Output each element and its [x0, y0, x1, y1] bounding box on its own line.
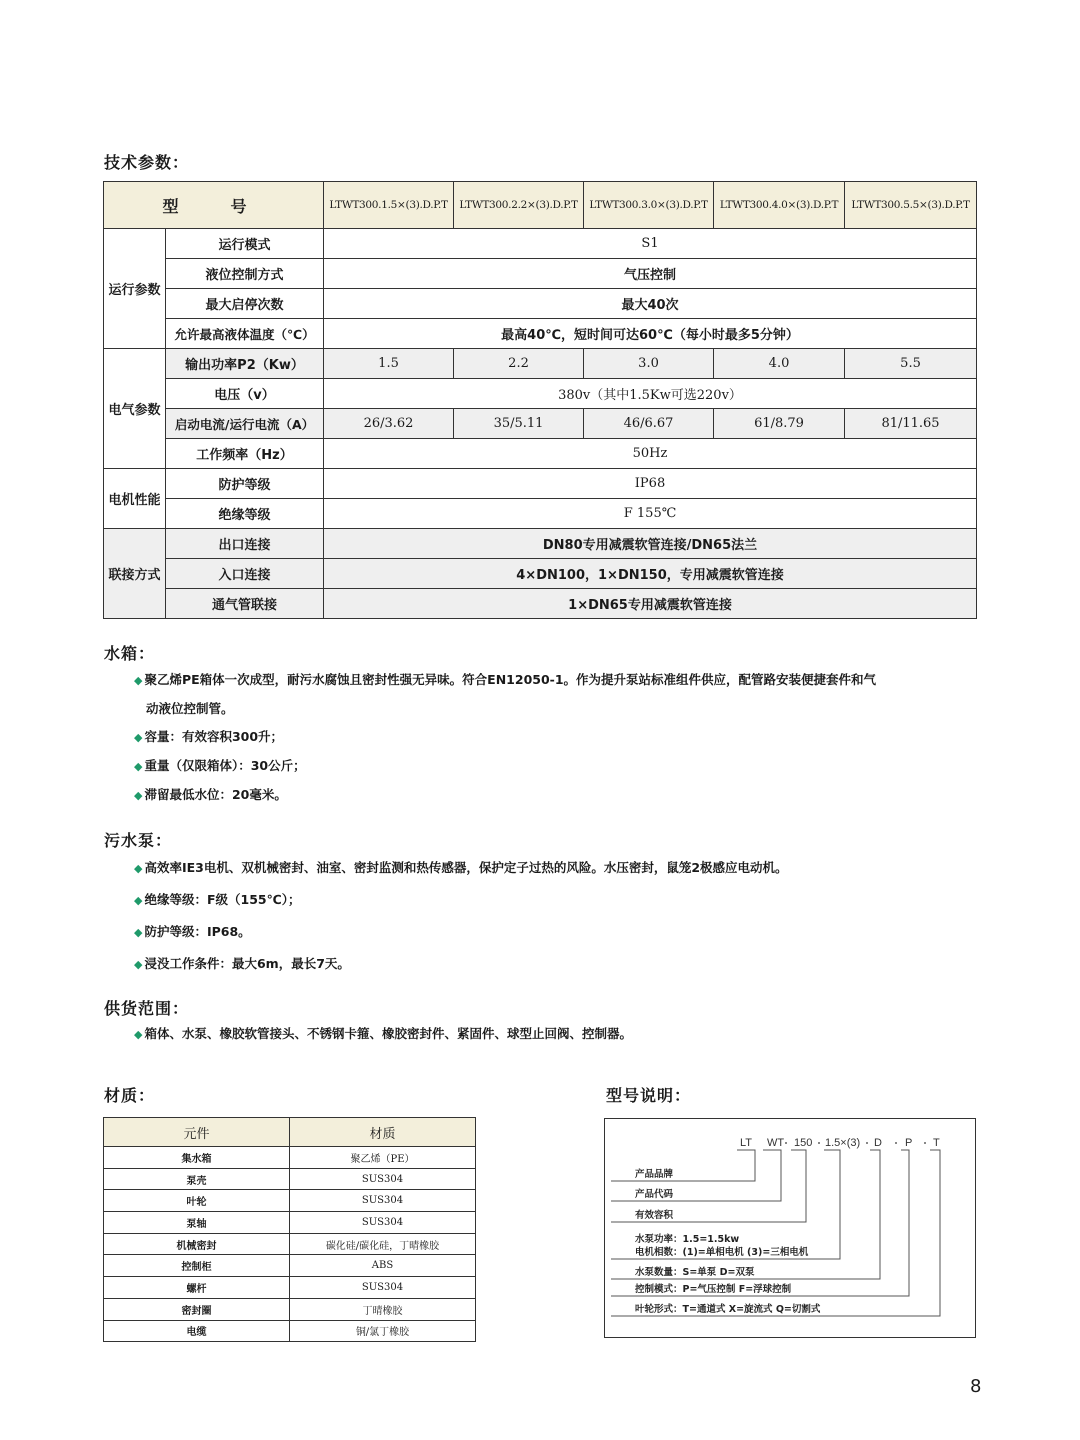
group-elec-params: 电气参数 [104, 349, 166, 469]
row-value: 最大40次 [324, 289, 977, 319]
diamond-bullet-icon: ◆ [134, 926, 143, 939]
row-value: 4.0 [714, 349, 845, 379]
table-row [104, 1168, 476, 1190]
row-value: 1×DN65专用减震软管连接 [324, 589, 977, 619]
row-value: 50Hz [324, 439, 977, 469]
table-row [104, 469, 977, 499]
row-label: 电压（v） [166, 379, 324, 409]
model-name: LTWT300.1.5×(3).D.P.T [324, 182, 454, 229]
spec-table [103, 181, 977, 619]
component-cell: 叶轮 [104, 1190, 290, 1212]
materials-header-row [104, 1118, 476, 1147]
tank-bullets [134, 666, 984, 810]
table-row [104, 1320, 476, 1342]
table-row [104, 529, 977, 559]
table-row [104, 1277, 476, 1299]
model-code-diagram [604, 1118, 976, 1338]
code-part: 150 [794, 1137, 813, 1149]
component-cell: 集水箱 [104, 1147, 290, 1169]
code-label: 电机相数：(1)=单相电机 (3)=三相电机 [635, 1247, 809, 1258]
list-item: ◆ 重量（仅限箱体）：30公斤； [134, 758, 306, 773]
row-value: 380v（其中1.5Kw可选220v） [324, 379, 977, 409]
code-label: 产品代码 [635, 1189, 674, 1200]
component-cell: 控制柜 [104, 1255, 290, 1277]
list-item: ◆ 聚乙烯PE箱体一次成型，耐污水腐蚀且密封性强无异味。符合EN12050-1。作为提升泵站标准组件供应，配管路安装便捷套件和气 [134, 672, 877, 687]
code-part: LT [740, 1137, 753, 1149]
row-label: 运行模式 [166, 229, 324, 259]
diamond-bullet-icon: ◆ [134, 894, 143, 907]
component-cell: 电缆 [104, 1320, 290, 1342]
list-item: ◆ 浸没工作条件：最大6m，最长7天。 [134, 956, 350, 971]
component-cell: 机械密封 [104, 1233, 290, 1255]
row-value: 46/6.67 [584, 409, 714, 439]
model-name: LTWT300.4.0×(3).D.P.T [714, 182, 845, 229]
row-value: F 155℃ [324, 499, 977, 529]
code-label: 叶轮形式：T=通道式 X=旋流式 Q=切割式 [635, 1304, 821, 1315]
row-value: DN80专用减震软管连接/DN65法兰 [324, 529, 977, 559]
table-row [104, 1233, 476, 1255]
table-row [104, 319, 977, 349]
table-row [104, 1190, 476, 1212]
material-cell: SUS304 [290, 1190, 476, 1212]
row-label: 通气管联接 [166, 589, 324, 619]
row-value: 81/11.65 [845, 409, 977, 439]
diamond-bullet-icon: ◆ [134, 731, 143, 744]
row-label: 允许最高液体温度（℃） [166, 319, 324, 349]
material-cell: 丁晴橡胶 [290, 1298, 476, 1320]
row-value: S1 [324, 229, 977, 259]
model-name: LTWT300.2.2×(3).D.P.T [454, 182, 584, 229]
row-label: 工作频率（Hz） [166, 439, 324, 469]
group-motor-perf: 电机性能 [104, 469, 166, 529]
group-connection: 联接方式 [104, 529, 166, 619]
code-part: WT [767, 1137, 785, 1149]
supply-title: 供货范围： [104, 999, 190, 1018]
group-run-params: 运行参数 [104, 229, 166, 349]
header-cell: 材质 [290, 1118, 476, 1147]
header-cell: 元件 [104, 1118, 290, 1147]
code-part: P [905, 1137, 913, 1149]
row-value: 2.2 [454, 349, 584, 379]
table-row [104, 559, 977, 589]
row-value: 61/8.79 [714, 409, 845, 439]
material-cell: ABS [290, 1255, 476, 1277]
list-item: ◆ 滞留最低水位：20毫米。 [134, 787, 287, 802]
model-name: LTWT300.3.0×(3).D.P.T [584, 182, 714, 229]
model-label: 型 号 [104, 182, 324, 229]
row-label: 启动电流/运行电流（A） [166, 409, 324, 439]
model-code-svg [605, 1119, 977, 1339]
materials-table [103, 1117, 476, 1342]
component-cell: 泵壳 [104, 1168, 290, 1190]
row-value: 1.5 [324, 349, 454, 379]
tech-params-title: 技术参数： [104, 153, 190, 172]
code-part: 1.5×(3) [825, 1137, 861, 1149]
table-row [104, 229, 977, 259]
material-cell: 铜/氯丁橡胶 [290, 1320, 476, 1342]
row-value: 26/3.62 [324, 409, 454, 439]
list-item: ◆ 容量：有效容积300升； [134, 729, 284, 744]
code-label: 水泵功率：1.5=1.5kw [635, 1234, 740, 1245]
list-item: ◆ 高效率IE3电机、双机械密封、油室、密封监测和热传感器，保护定子过热的风险。水压密封，鼠笼2极感应电动机。 [134, 860, 788, 875]
tank-title: 水箱： [104, 644, 156, 663]
diamond-bullet-icon: ◆ [134, 789, 143, 802]
table-row [104, 1255, 476, 1277]
diamond-bullet-icon: ◆ [134, 1028, 143, 1041]
row-label: 最大启停次数 [166, 289, 324, 319]
pump-bullets [134, 852, 984, 980]
list-item-continuation: 动液位控制管。 [146, 701, 234, 716]
table-row [104, 1147, 476, 1169]
row-value: 5.5 [845, 349, 977, 379]
material-cell: SUS304 [290, 1168, 476, 1190]
component-cell: 泵轴 [104, 1212, 290, 1234]
material-cell: 碳化硅/碳化硅，丁晴橡胶 [290, 1233, 476, 1255]
component-cell: 螺杆 [104, 1277, 290, 1299]
table-row [104, 259, 977, 289]
row-label: 防护等级 [166, 469, 324, 499]
list-item: ◆ 防护等级：IP68。 [134, 924, 251, 939]
material-cell: SUS304 [290, 1277, 476, 1299]
row-value: 3.0 [584, 349, 714, 379]
component-cell: 密封圈 [104, 1298, 290, 1320]
diamond-bullet-icon: ◆ [134, 958, 143, 971]
table-row [104, 289, 977, 319]
spec-header-row [104, 182, 977, 229]
supply-bullets [134, 1020, 984, 1049]
model-name: LTWT300.5.5×(3).D.P.T [845, 182, 977, 229]
table-row [104, 379, 977, 409]
row-value: 35/5.11 [454, 409, 584, 439]
row-label: 出口连接 [166, 529, 324, 559]
material-cell: SUS304 [290, 1212, 476, 1234]
row-value: 4×DN100，1×DN150，专用减震软管连接 [324, 559, 977, 589]
list-item: ◆ 箱体、水泵、橡胶软管接头、不锈钢卡箍、橡胶密封件、紧固件、球型止回阀、控制器。 [134, 1026, 632, 1041]
model-desc-title: 型号说明： [606, 1086, 692, 1105]
table-row [104, 589, 977, 619]
page-number: 8 [970, 1376, 982, 1397]
row-label: 输出功率P2（Kw） [166, 349, 324, 379]
row-value: 最高40℃，短时间可达60℃（每小时最多5分钟） [324, 319, 977, 349]
materials-title: 材质： [104, 1086, 156, 1105]
diamond-bullet-icon: ◆ [134, 674, 143, 687]
table-row [104, 349, 977, 379]
table-row [104, 409, 977, 439]
row-label: 液位控制方式 [166, 259, 324, 289]
diamond-bullet-icon: ◆ [134, 862, 143, 875]
table-row [104, 499, 977, 529]
row-value: IP68 [324, 469, 977, 499]
table-row [104, 1212, 476, 1234]
code-label: 水泵数量：S=单泵 D=双泵 [635, 1267, 755, 1278]
code-part: T [933, 1137, 940, 1149]
pump-title: 污水泵： [104, 831, 173, 850]
diamond-bullet-icon: ◆ [134, 760, 143, 773]
code-label: 控制模式：P=气压控制 F=浮球控制 [635, 1284, 792, 1295]
row-label: 绝缘等级 [166, 499, 324, 529]
code-label: 产品品牌 [635, 1169, 674, 1180]
list-item: ◆ 绝缘等级：F级（155℃）； [134, 892, 301, 907]
table-row [104, 1298, 476, 1320]
material-cell: 聚乙烯（PE） [290, 1147, 476, 1169]
table-row [104, 439, 977, 469]
row-label: 入口连接 [166, 559, 324, 589]
code-label: 有效容积 [635, 1210, 674, 1221]
row-value: 气压控制 [324, 259, 977, 289]
code-part: D [874, 1137, 882, 1149]
